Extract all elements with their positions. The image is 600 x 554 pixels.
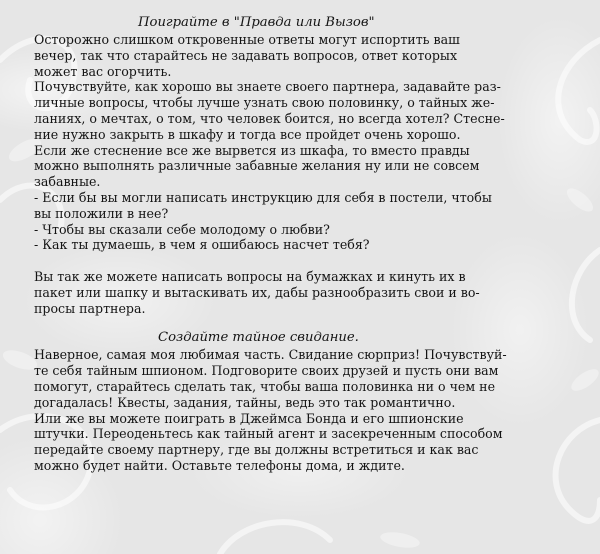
text-line: пакет или шапку и вытаскивать их, дабы разнообразить свои и во-	[34, 284, 480, 300]
question-item: вы положили в нее?	[34, 205, 169, 221]
section-heading-truth-or-dare: Поиграйте в "Правда или Вызов"	[138, 15, 375, 30]
text-line: личные вопросы, чтобы лучше узнать свою половинку, о тайных же-	[34, 95, 495, 111]
text-line: можно будет найти. Оставьте телефоны дома, и ждите.	[34, 457, 405, 473]
question-item: - Как ты думаешь, в чем я ошибаюсь насчет тебя?	[34, 237, 370, 253]
text-line: ние нужно закрыть в шкафу и тогда все пройдет очень хорошо.	[34, 126, 461, 142]
text-line: помогут, старайтесь сделать так, чтобы ваша половинка ни о чем не	[34, 378, 496, 394]
text-line: Осторожно слишком откровенные ответы могут испортить ваш	[34, 32, 460, 47]
section-body-truth-or-dare	[34, 32, 574, 316]
text-line: забавные.	[34, 174, 101, 190]
text-line: передайте своему партнеру, где вы должны встретиться и как вас	[34, 442, 479, 458]
text-line: Если же стеснение все же вырвется из шкафа, то вместо правды	[34, 142, 470, 158]
text-line: штучки. Переоденьтесь как тайный агент и засекреченным способом	[34, 426, 503, 442]
question-item: - Если бы вы могли написать инструкцию для себя в постели, чтобы	[34, 189, 492, 205]
section-body-secret-date	[34, 347, 574, 473]
text-line: просы партнера.	[34, 300, 146, 316]
text-line: Или же вы можете поиграть в Джеймса Бонда и его шпионские	[34, 410, 464, 426]
text-line: те себя тайным шпионом. Подговорите своих друзей и пусть они вам	[34, 363, 499, 379]
text-line: можно выполнять различные забавные желания ну или не совсем	[34, 158, 480, 174]
article	[34, 14, 574, 474]
text-line: догадалась! Квесты, задания, тайны, ведь это так романтично.	[34, 394, 456, 410]
text-line: Вы так же можете написать вопросы на бумажках и кинуть их в	[34, 268, 466, 284]
text-line: может вас огорчить.	[34, 63, 172, 79]
text-line: вечер, так что старайтесь не задавать вопросов, ответ которых	[34, 47, 458, 63]
section-heading-secret-date: Создайте тайное свидание.	[158, 330, 359, 346]
question-item: - Чтобы вы сказали себе молодому о любви?	[34, 221, 330, 237]
text-line: ланиях, о мечтах, о том, что человек боится, но всегда хотел? Стесне-	[34, 110, 505, 126]
text-line: Почувствуйте, как хорошо вы знаете своего партнера, задавайте раз-	[34, 79, 501, 95]
text-line: Наверное, самая моя любимая часть. Свидание сюрприз! Почувствуй-	[34, 347, 507, 363]
